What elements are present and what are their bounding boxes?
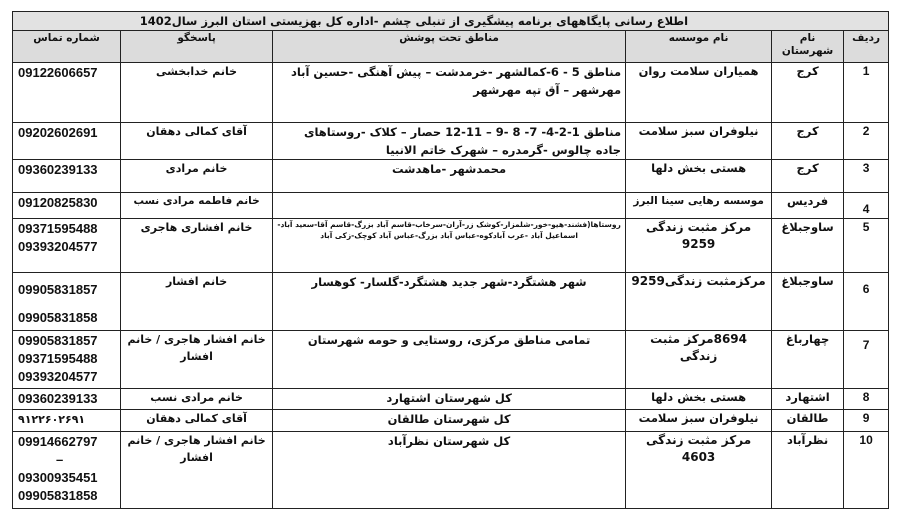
phone-number: 09120825830 bbox=[18, 195, 98, 210]
prevention-centers-table bbox=[12, 11, 889, 509]
responder: خانم افشار هاجری / خانم افشار bbox=[121, 432, 273, 509]
phone-number: 09371595488 bbox=[18, 221, 98, 236]
responder: آقای کمالی دهقان bbox=[121, 123, 273, 160]
phone-cell bbox=[13, 123, 121, 160]
institution: همیاران سلامت روان bbox=[626, 63, 772, 123]
institution: مرکزمثبت زندگی9259 bbox=[626, 273, 772, 331]
covered-areas: کل شهرستان اشتهارد bbox=[273, 389, 626, 410]
phone-number: 09360239133 bbox=[18, 391, 98, 406]
city: کرج bbox=[772, 160, 844, 193]
city: ساوجبلاغ bbox=[772, 273, 844, 331]
table-row bbox=[13, 273, 889, 331]
table-row bbox=[13, 219, 889, 273]
header-institution: نام موسسه bbox=[626, 31, 772, 63]
row-number: 1 bbox=[844, 63, 889, 123]
responder: خانم مرادی bbox=[121, 160, 273, 193]
row-number: 5 bbox=[844, 219, 889, 273]
phone-number: 09905831857 bbox=[18, 333, 98, 348]
header-areas: مناطق تحت پوشش bbox=[273, 31, 626, 63]
city: چهارباغ bbox=[772, 331, 844, 389]
phone-cell bbox=[13, 331, 121, 389]
table-row bbox=[13, 193, 889, 219]
phone-number: ۹۱۲۲۶۰۲۶۹۱ bbox=[18, 413, 86, 426]
header-row-number: ردیف bbox=[844, 31, 889, 63]
responder: خانم افشار bbox=[121, 273, 273, 331]
table-row bbox=[13, 432, 889, 509]
covered-areas: محمدشهر -ماهدشت bbox=[273, 160, 626, 193]
covered-areas bbox=[273, 193, 626, 219]
institution: موسسه رهایی سینا البرز bbox=[626, 193, 772, 219]
header-phone: شماره تماس bbox=[13, 31, 121, 63]
row-number: 9 bbox=[844, 410, 889, 432]
responder: خانم فاطمه مرادی نسب bbox=[121, 193, 273, 219]
phone-cell bbox=[13, 219, 121, 273]
phone-number: 09122606657 bbox=[18, 65, 98, 80]
phone-number: 09300935451 bbox=[18, 470, 98, 485]
institution: مرکز مثبت زندگی 9259 bbox=[626, 219, 772, 273]
table-row bbox=[13, 389, 889, 410]
phone-number: 09202602691 bbox=[18, 125, 98, 140]
header-city: نام شهرستان bbox=[772, 31, 844, 63]
table-row bbox=[13, 63, 889, 123]
phone-cell bbox=[13, 389, 121, 410]
covered-areas: کل شهرستان نظرآباد bbox=[273, 432, 626, 509]
phone-cell bbox=[13, 432, 121, 509]
responder: خانم خدابخشی bbox=[121, 63, 273, 123]
city: فردیس bbox=[772, 193, 844, 219]
covered-areas: روستاها(فشند-هیو-خور-شلمزار-کوشک زر-آران-سرخاب-قاسم آباد بزرگ-قاسم آقا-سعید آباد- اسماعیل آباد -عرب آبادکوه-عباس آباد بزرگ-عباس آباد کوچک-زکی آباد bbox=[273, 219, 626, 273]
phone-cell bbox=[13, 273, 121, 331]
table-row bbox=[13, 410, 889, 432]
phone-number: 09393204577 bbox=[18, 239, 98, 254]
responder: آقای کمالی دهقان bbox=[121, 410, 273, 432]
table-row bbox=[13, 331, 889, 389]
table-row bbox=[13, 160, 889, 193]
row-number: 7 bbox=[844, 331, 889, 389]
responder: خانم افشار هاجری / خانم افشار bbox=[121, 331, 273, 389]
row-number: 10 bbox=[844, 432, 889, 509]
city: کرج bbox=[772, 63, 844, 123]
phone-number: 09914662797 bbox=[18, 434, 98, 449]
phone-cell bbox=[13, 410, 121, 432]
row-number: 2 bbox=[844, 123, 889, 160]
row-number: 3 bbox=[844, 160, 889, 193]
table-row bbox=[13, 123, 889, 160]
covered-areas: مناطق 1-2-4- 7- 8 -9 – 11-12 حصار – کلاک -روستاهای جاده چالوس -گرمدره – شهرک خاتم الانبیا bbox=[273, 123, 626, 160]
table-title: اطلاع رسانی پایگاههای برنامه پیشگیری از تنبلی چشم -اداره کل بهزیستی استان البرز سال1402 bbox=[13, 12, 889, 31]
phone-cell bbox=[13, 160, 121, 193]
institution: هستی بخش دلها bbox=[626, 160, 772, 193]
phone-number: 09905831858 bbox=[18, 488, 98, 503]
covered-areas: تمامی مناطق مرکزی، روستایی و حومه شهرستان bbox=[273, 331, 626, 389]
responder: خانم افشاری هاجری bbox=[121, 219, 273, 273]
phone-number: 09360239133 bbox=[18, 162, 98, 177]
city: کرج bbox=[772, 123, 844, 160]
header-responder: پاسخگو bbox=[121, 31, 273, 63]
phone-number: 09371595488 bbox=[18, 351, 98, 366]
row-number: 8 bbox=[844, 389, 889, 410]
institution: نیلوفران سبز سلامت bbox=[626, 123, 772, 160]
institution: هستی بخش دلها bbox=[626, 389, 772, 410]
covered-areas: مناطق 5 - 6-کمالشهر -خرمدشت – پیش آهنگی -حسین آباد مهرشهر – آق تپه مهرشهر bbox=[273, 63, 626, 123]
city: اشتهارد bbox=[772, 389, 844, 410]
city: نظرآباد bbox=[772, 432, 844, 509]
covered-areas: کل شهرستان طالقان bbox=[273, 410, 626, 432]
phone-separator: – bbox=[56, 452, 64, 467]
responder: خانم مرادی نسب bbox=[121, 389, 273, 410]
city: طالقان bbox=[772, 410, 844, 432]
phone-cell bbox=[13, 193, 121, 219]
institution: مرکز مثبت زندگی 4603 bbox=[626, 432, 772, 509]
phone-number: 09905831857 bbox=[18, 282, 98, 297]
covered-areas: شهر هشتگرد-شهر جدید هشتگرد-گلسار- کوهسار bbox=[273, 273, 626, 331]
phone-number: 09393204577 bbox=[18, 369, 98, 384]
institution: 8694مرکز مثبت زندگی bbox=[626, 331, 772, 389]
city: ساوجبلاغ bbox=[772, 219, 844, 273]
institution: نیلوفران سبز سلامت bbox=[626, 410, 772, 432]
row-number: 6 bbox=[844, 273, 889, 331]
phone-cell bbox=[13, 63, 121, 123]
row-number: 4 bbox=[844, 193, 889, 219]
phone-number: 09905831858 bbox=[18, 310, 98, 325]
